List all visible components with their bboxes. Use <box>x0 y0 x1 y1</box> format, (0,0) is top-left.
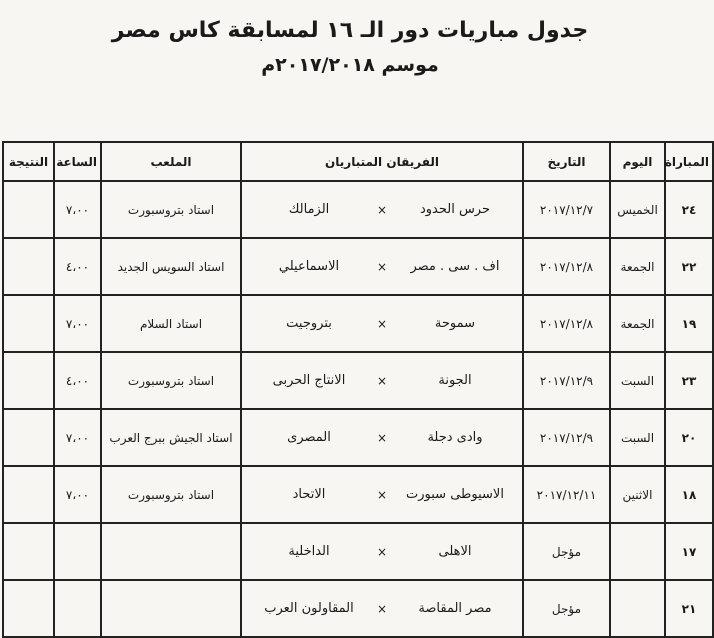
match-teams <box>241 523 523 580</box>
team-home: سموحة <box>434 316 476 331</box>
match-date: مؤجل <box>523 523 610 580</box>
versus-sign: × <box>376 544 388 559</box>
stadium: استاد السلام <box>101 295 241 352</box>
kickoff-time: ٤،٠٠ <box>54 238 101 295</box>
team-home: الاسيوطى سبورت <box>406 487 504 502</box>
column-header-teams: الفريقان المتباريان <box>241 142 523 181</box>
match-day: الجمعة <box>610 295 665 352</box>
kickoff-time: ٧،٠٠ <box>54 466 101 523</box>
match-day <box>610 580 665 637</box>
match-teams <box>241 295 523 352</box>
column-header-day: اليوم <box>610 142 665 181</box>
match-day: الخميس <box>610 181 665 238</box>
match-number: ٢٤ <box>665 181 713 238</box>
kickoff-time: ٧،٠٠ <box>54 295 101 352</box>
result <box>3 409 54 466</box>
team-home: حرس الحدود <box>419 202 491 217</box>
match-number: ٢١ <box>665 580 713 637</box>
match-date: ٢٠١٧/١٢/٧ <box>523 181 610 238</box>
result <box>3 352 54 409</box>
match-number: ١٩ <box>665 295 713 352</box>
match-teams <box>241 466 523 523</box>
team-away: بتروجيت <box>286 316 332 331</box>
table-row <box>3 238 713 295</box>
team-away: الداخلية <box>288 544 330 559</box>
result <box>3 295 54 352</box>
match-teams <box>241 409 523 466</box>
result <box>3 580 54 637</box>
match-number: ٢٣ <box>665 352 713 409</box>
schedule-table <box>2 141 714 638</box>
season-subtitle: موسم ٢٠١٧/٢٠١٨م <box>261 54 439 76</box>
header-row <box>3 142 713 181</box>
kickoff-time <box>54 523 101 580</box>
team-away: الاسماعيلي <box>278 259 340 274</box>
stadium: استاد الجيش ببرج العرب <box>101 409 241 466</box>
versus-sign: × <box>376 487 388 502</box>
team-away: المصرى <box>287 430 331 445</box>
team-home: الجونة <box>438 373 472 388</box>
kickoff-time <box>54 580 101 637</box>
match-number: ٢٢ <box>665 238 713 295</box>
column-header-stadium: الملعب <box>101 142 241 181</box>
result <box>3 523 54 580</box>
kickoff-time: ٤،٠٠ <box>54 352 101 409</box>
match-date: ٢٠١٧/١٢/٩ <box>523 352 610 409</box>
table-row <box>3 409 713 466</box>
match-date: ٢٠١٧/١٢/٨ <box>523 238 610 295</box>
versus-sign: × <box>376 259 388 274</box>
stadium <box>101 580 241 637</box>
match-day: الاثنين <box>610 466 665 523</box>
versus-sign: × <box>376 373 388 388</box>
table-row <box>3 181 713 238</box>
column-header-date: التاريخ <box>523 142 610 181</box>
kickoff-time: ٧،٠٠ <box>54 181 101 238</box>
page-title: جدول مباريات دور الـ ١٦ لمسابقة كاس مصر <box>111 18 589 43</box>
versus-sign: × <box>376 430 388 445</box>
result <box>3 181 54 238</box>
match-day: السبت <box>610 352 665 409</box>
result <box>3 466 54 523</box>
match-number: ١٨ <box>665 466 713 523</box>
result <box>3 238 54 295</box>
stadium <box>101 523 241 580</box>
table-row <box>3 523 713 580</box>
versus-sign: × <box>376 202 388 217</box>
match-day <box>610 523 665 580</box>
match-date: ٢٠١٧/١٢/١١ <box>523 466 610 523</box>
match-date: ٢٠١٧/١٢/٩ <box>523 409 610 466</box>
team-away: الانتاج الحربى <box>272 373 346 388</box>
match-teams <box>241 238 523 295</box>
match-number: ١٧ <box>665 523 713 580</box>
table-row <box>3 295 713 352</box>
match-teams <box>241 580 523 637</box>
versus-sign: × <box>376 316 388 331</box>
stadium: استاد بتروسبورت <box>101 181 241 238</box>
match-teams <box>241 181 523 238</box>
team-away: المقاولون العرب <box>264 601 354 616</box>
column-header-time: الساعة <box>54 142 101 181</box>
team-home: مصر المقاصة <box>418 601 492 616</box>
table-row <box>3 352 713 409</box>
team-home: الاهلى <box>438 544 472 559</box>
match-teams <box>241 352 523 409</box>
table-row <box>3 580 713 637</box>
column-header-result: النتيجة <box>3 142 54 181</box>
column-header-match: المباراة <box>665 142 713 181</box>
stadium: استاد السويس الجديد <box>101 238 241 295</box>
kickoff-time: ٧،٠٠ <box>54 409 101 466</box>
team-home: وادى دجلة <box>427 430 483 445</box>
match-number: ٢٠ <box>665 409 713 466</box>
team-away: الزمالك <box>288 202 330 217</box>
stadium: استاد بتروسبورت <box>101 352 241 409</box>
table-row <box>3 466 713 523</box>
match-date: ٢٠١٧/١٢/٨ <box>523 295 610 352</box>
stadium: استاد بتروسبورت <box>101 466 241 523</box>
team-home: اف . سى . مصر <box>410 259 500 274</box>
match-day: السبت <box>610 409 665 466</box>
match-date: مؤجل <box>523 580 610 637</box>
versus-sign: × <box>376 601 388 616</box>
team-away: الاتحاد <box>292 487 326 502</box>
match-day: الجمعة <box>610 238 665 295</box>
